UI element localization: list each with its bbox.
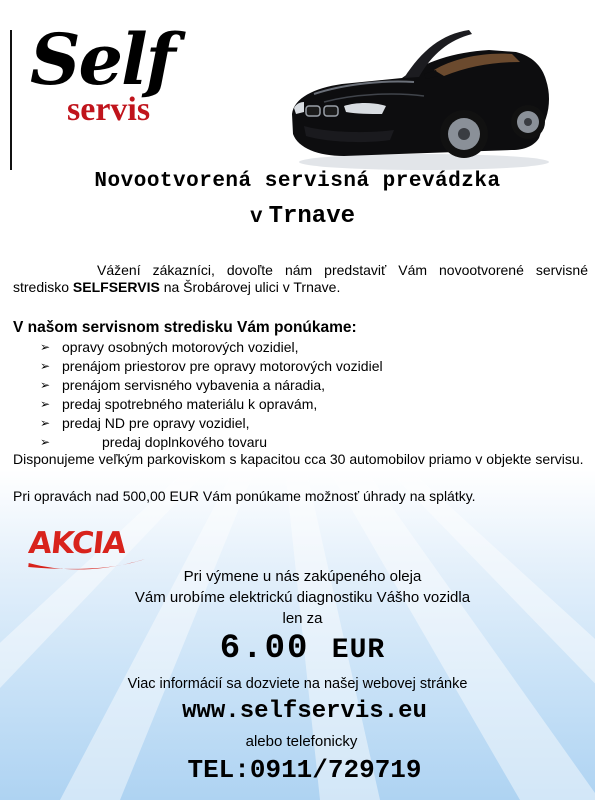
subtitle-city: Trnave bbox=[268, 203, 356, 230]
list-item: ➢ predaj doplnkového tovaru bbox=[40, 434, 268, 450]
arrow-bullet-icon: ➢ bbox=[40, 435, 51, 449]
promo-price bbox=[0, 630, 595, 668]
price-currency: EUR bbox=[331, 635, 386, 666]
akcia-label: AKCIA bbox=[26, 526, 128, 561]
phone-number[interactable]: TEL:0911/729719 bbox=[187, 755, 422, 785]
intro-paragraph bbox=[13, 262, 588, 296]
services-list bbox=[40, 338, 383, 452]
intro-brand: SELFSERVIS bbox=[72, 279, 160, 295]
logo-self: Self bbox=[30, 18, 174, 101]
logo-divider bbox=[10, 30, 12, 170]
promo-line-1: Pri výmene u nás zakúpeného oleja bbox=[183, 568, 422, 585]
arrow-bullet-icon: ➢ bbox=[40, 416, 51, 430]
price-value: 6.00 bbox=[219, 630, 310, 668]
list-item: ➢ opravy osobných motorových vozidiel, bbox=[40, 339, 299, 355]
logo-servis: servis bbox=[67, 91, 151, 128]
arrow-bullet-icon: ➢ bbox=[40, 397, 51, 411]
car-image bbox=[284, 22, 554, 172]
arrow-bullet-icon: ➢ bbox=[40, 378, 51, 392]
arrow-bullet-icon: ➢ bbox=[40, 359, 51, 373]
website-link[interactable]: www.selfservis.eu bbox=[182, 698, 427, 725]
subtitle-prep: v bbox=[249, 206, 263, 229]
installments-paragraph: Pri opravách nad 500,00 EUR Vám ponúkame možnosť úhrady na splátky. bbox=[13, 488, 476, 504]
parking-paragraph: Disponujeme veľkým parkoviskom s kapacitou cca 30 automobilov priamo v objekte servisu. bbox=[13, 451, 584, 467]
arrow-bullet-icon: ➢ bbox=[40, 340, 51, 354]
info-text: Viac informácií sa dozviete na našej webovej stránke bbox=[127, 676, 468, 692]
intro-tail: na Šrobárovej ulici v Trnave. bbox=[159, 279, 341, 295]
list-item: ➢ predaj spotrebného materiálu k opravám, bbox=[40, 396, 318, 412]
list-item: ➢ prenájom servisného vybavenia a náradia, bbox=[40, 377, 326, 393]
offer-heading: V našom servisnom stredisku Vám ponúkame: bbox=[13, 319, 357, 336]
list-item: ➢ predaj ND pre opravy vozidiel, bbox=[40, 415, 250, 431]
list-item: ➢ prenájom priestorov pre opravy motorových vozidiel bbox=[40, 358, 383, 374]
intro-lead: Vážení zákazníci, dovoľte nám predstaviť Vám novootvorené servisné stredisko bbox=[13, 262, 588, 295]
page-title: Novootvorená servisná prevádzka bbox=[94, 170, 501, 193]
promo-line-2: Vám urobíme elektrickú diagnostiku Vášho vozidla bbox=[134, 589, 471, 606]
phone-lead: alebo telefonicky bbox=[245, 733, 358, 750]
promo-line-3: len za bbox=[282, 610, 323, 627]
page-subtitle bbox=[0, 203, 595, 230]
